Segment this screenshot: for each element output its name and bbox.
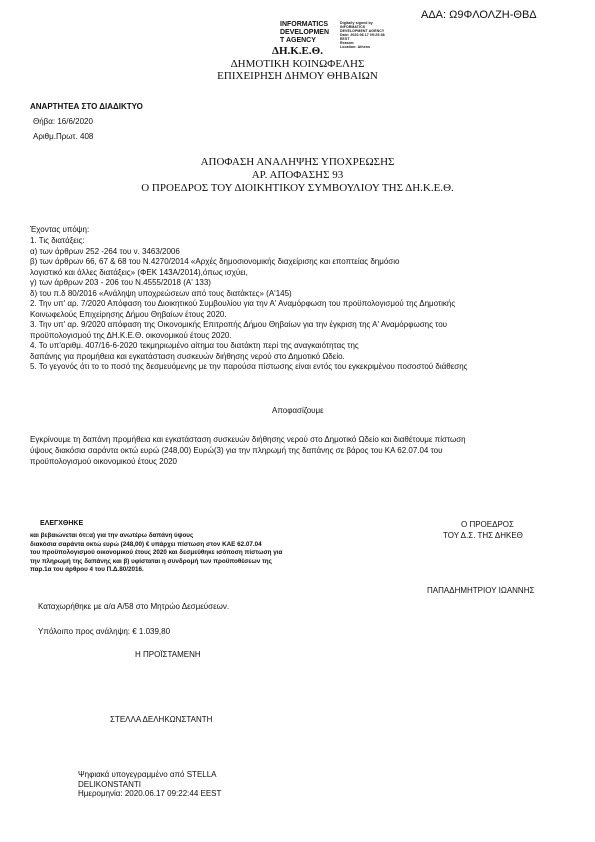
signature-line: Ημερομηνία: 2020.06.17 09:22:44 EEST: [78, 789, 222, 798]
registration-note: Καταχωρήθηκε με α/α Α/58 στο Μητρώο Δεσμεύσεων.: [38, 602, 230, 611]
org-name-line2: ΕΠΙΧΕΙΡΗΣΗ ΔΗΜΟΥ ΘΗΒΑΙΩΝ: [217, 70, 378, 82]
considering-line: 1. Τις διατάξεις:: [30, 236, 85, 245]
checked-label: ΕΛΕΓΧΘΗΚΕ: [40, 520, 84, 527]
stamp-detail-line: INFORMATICS: [340, 25, 366, 29]
considering-line: προϋπολογισμού της ΔΗ.Κ.Ε.Θ. οικονομικού έτους 2020.: [30, 330, 232, 340]
considering-line: 3. Την υπ' αρ. 9/2020 απόφαση της Οικονομικής Επιτροπής Δήμου Θηβαίων για την έγκριση της Α' Αναμόρφωσης του: [30, 320, 448, 329]
checked-line: του προϋπολογισμού οικονομικού έτους 2020 και δεσμεύθηκε ισόποση πίστωση για: [30, 549, 283, 556]
considering-line: α) των άρθρων 252 -264 του ν. 3463/2006: [30, 246, 180, 256]
head-name: ΣΤΕΛΛΑ ΔΕΛΗΚΩΝΣΤΑΝΤΗ: [110, 715, 213, 724]
considering-line: 4. Το υπ'αριθμ. 407/16-6-2020 τεκμηριωμένο αίτημα του διατάκτη περί της αναγκαιότητας της: [30, 341, 359, 350]
decide-heading: Αποφασίζουμε: [272, 406, 324, 415]
stamp-detail-line: Location: Athens: [340, 45, 371, 49]
ada-code: ΑΔΑ: Ω9ΦΛΟΛΖΗ-ΘΒΔ: [421, 9, 537, 21]
place-date: Θήβα: 16/6/2020: [33, 117, 93, 126]
org-name-line1: ΔΗΜΟΤΙΚΗ ΚΟΙΝΩΦΕΛΗΣ: [230, 58, 365, 70]
considering-line: β) των άρθρων 66, 67 & 68 του Ν.4270/2014 «Αρχές δημοσιονομικής διαχείρισης και εποπτείας δημόσιο: [30, 257, 400, 266]
stamp-detail-line: Digitally signed by: [340, 21, 373, 25]
stamp-line: DEVELOPMEN: [280, 29, 330, 36]
checked-line: την πληρωμή της δαπάνης και β) υφίσταται η συνδρομή των προϋποθέσεων της: [30, 557, 272, 565]
considering-line: 2. Την υπ' αρ. 7/2020 Απόφαση του Διοικητικού Συμβουλίου για την Α' Αναμόρφωση του προϋπολογισμού της Δημοτικής: [30, 299, 456, 308]
considering-line: Κοινωφελούς Επιχείρησης Δήμου Θηβαίων έτους 2020.: [30, 309, 227, 319]
decision-issuer: Ο ΠΡΟΕΔΡΟΣ ΤΟΥ ΔΙΟΙΚΗΤΙΚΟΥ ΣΥΜΒΟΥΛΙΟΥ ΤΗΣ ΔΗ.Κ.Ε.Θ.: [141, 182, 454, 194]
signature-line: DELIKONSTANTI: [78, 779, 141, 789]
stamp-detail-line: DEVELOPMENT AGENCY: [340, 29, 385, 33]
approval-text: [30, 434, 466, 467]
checked-line: και βεβαιώνεται ότι:α) για την ανωτέρω δαπάνη ύψους: [30, 532, 194, 539]
stamp-line: INFORMATICS: [280, 21, 329, 28]
remaining-amount: Υπόλοιπο προς ανάληψη: € 1.039,80: [38, 627, 171, 636]
considering-intro: Έχοντας υπόψη:: [30, 225, 90, 234]
stamp-detail-line: EEST: [340, 37, 350, 41]
decision-title: ΑΠΟΦΑΣΗ ΑΝΑΛΗΨΗΣ ΥΠΟΧΡΕΩΣΗΣ: [200, 156, 395, 168]
stamp-line: T AGENCY: [280, 37, 316, 44]
considering-line: λογιστικό και άλλες διατάξεις» (ΦΕΚ 143Α/2014),όπως ισχύει,: [30, 267, 248, 277]
head-title: Η ΠΡΟΪΣΤΑΜΕΝΗ: [135, 650, 201, 659]
org-abbr: ΔΗ.Κ.Ε.Θ.: [272, 45, 323, 57]
considering-line: γ) των άρθρων 203 - 206 του Ν.4555/2018 (Α' 133): [30, 278, 211, 287]
considering-line: δ) του π.δ 80/2016 «Ανάληψη υποχρεώσεων από τους διατάκτες» (Α'145): [30, 288, 292, 298]
considering-line: 5. Το γεγονός ότι το το ποσό της δεσμευόμενης με την παρούσα πίστωσης είναι εντός του εγκεκριμένου ποσοστού διάθεσης: [30, 362, 468, 371]
checked-text: [30, 532, 282, 575]
checked-line: διακόσια σαράντα οκτώ ευρώ (248,00) € υπάρχει πίστωση στον ΚΑΕ 62.07.04: [30, 540, 262, 548]
stamp-detail-line: Date: 2020.06.17 09:25:38: [340, 33, 385, 37]
approval-line: προϋπολογισμού οικονομικού έτους 2020: [30, 457, 177, 466]
stamp-detail-line: Reason:: [340, 41, 355, 45]
posting-note: ΑΝΑΡΤΗΤΕΑ ΣΤΟ ΔΙΑΔΙΚΤΥΟ: [30, 102, 143, 111]
approval-line: ύψους διακόσια σαράντα οκτώ ευρώ (248,00) Ευρώ(3) για την πληρωμή της δαπάνης σε βάρος του ΚΑ 62.07.04 του: [30, 446, 443, 455]
approval-line: Εγκρίνουμε τη δαπάνη προμήθεια και εγκατάσταση συσκευών διήθησης νερού στο Δημοτικό Ωδείο και διαθέτουμε πίστωση: [30, 435, 466, 444]
considering-list: [30, 236, 468, 373]
president-title: Ο ΠΡΟΕΔΡΟΣ: [461, 520, 514, 529]
decision-number: ΑΡ. ΑΠΟΦΑΣΗΣ 93: [251, 169, 344, 181]
checked-line: παρ.1α του άρθρου 4 του Π.Δ.80/2016.: [30, 566, 144, 573]
digital-signature: [78, 770, 221, 799]
protocol-number: Αριθμ.Πρωτ. 408: [33, 132, 94, 141]
considering-line: δαπάνης για προμήθεια και εγκατάσταση συσκευών διήθησης νερού στο Δημοτικό Ωδείο.: [30, 351, 345, 361]
president-name: ΠΑΠΑΔΗΜΗΤΡΙΟΥ ΙΩΑΝΝΗΣ: [427, 586, 535, 595]
signature-stamp: [280, 21, 329, 45]
signature-line: Ψηφιακά υπογεγραμμένο από STELLA: [78, 770, 217, 779]
president-board: ΤΟΥ Δ.Σ. ΤΗΣ ΔΗΚΕΘ: [443, 531, 523, 540]
